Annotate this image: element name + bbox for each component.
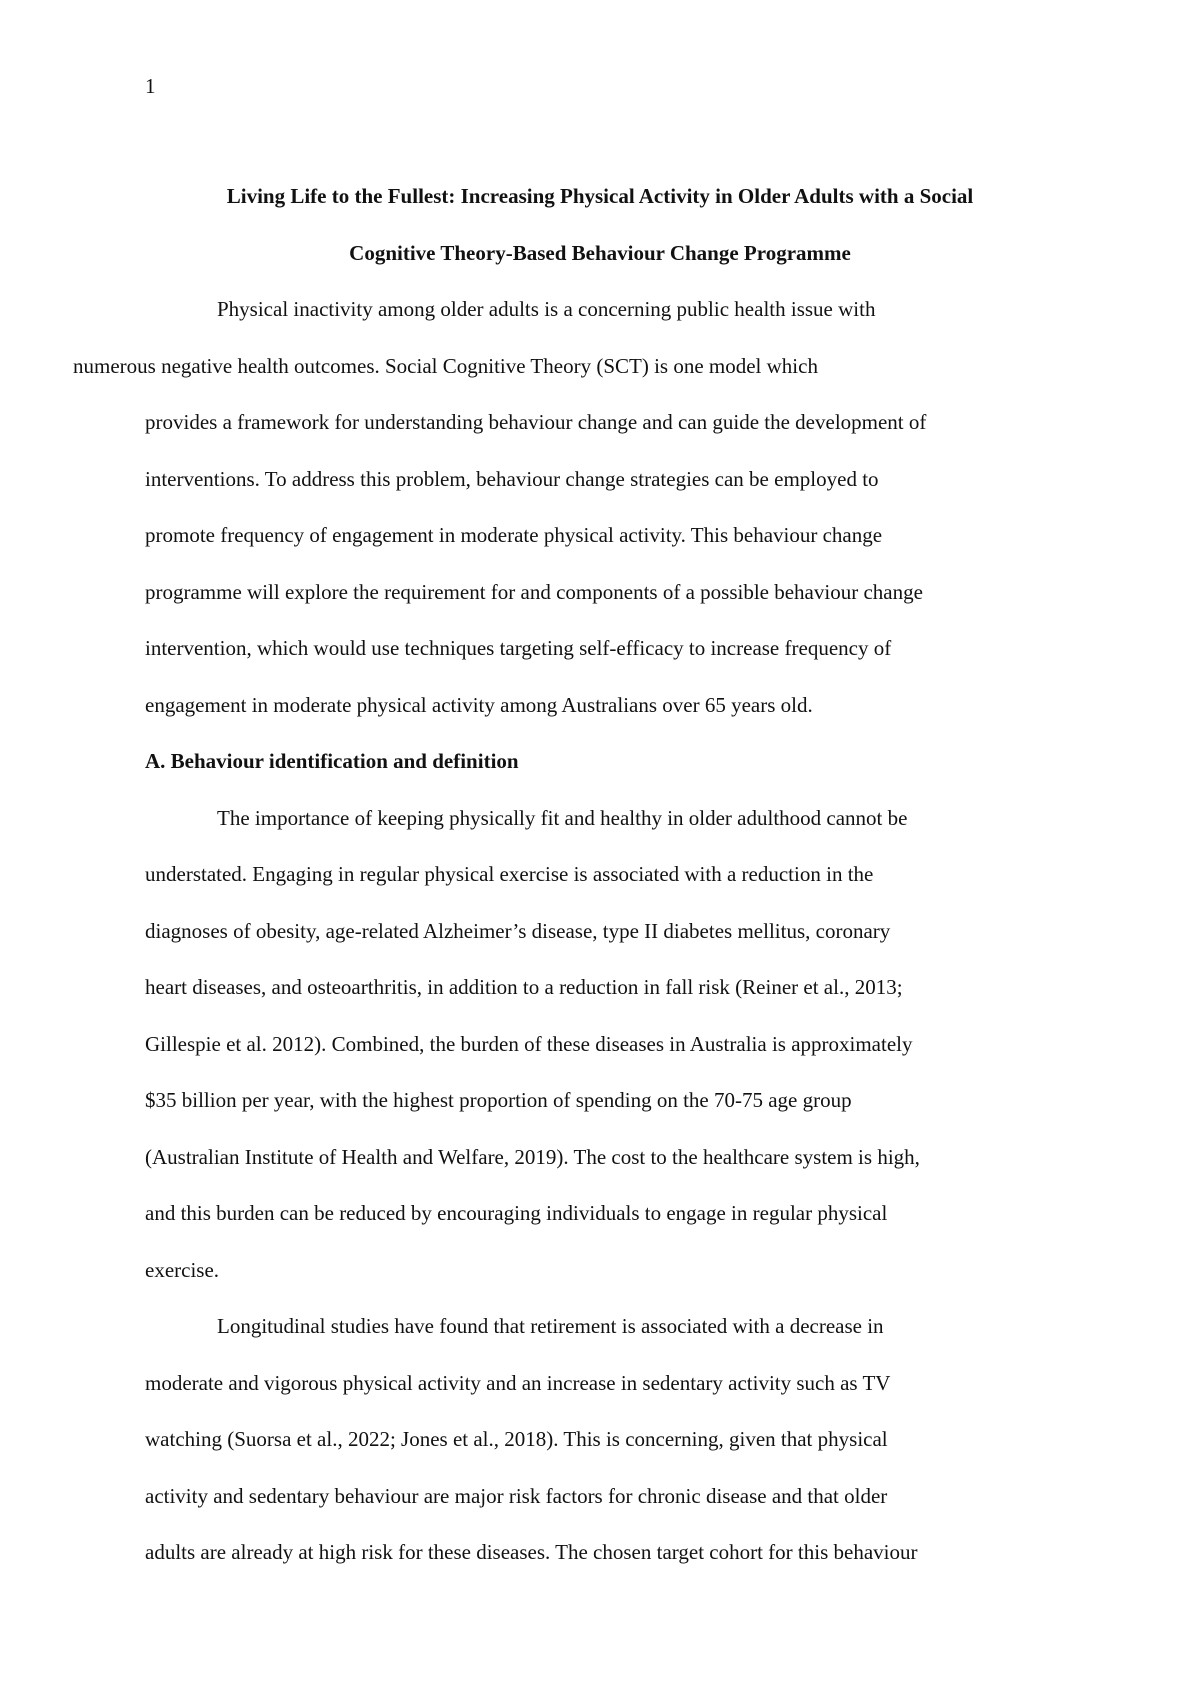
text-line: Physical inactivity among older adults is a concerning public health issue with: [217, 297, 876, 321]
text-line: watching (Suorsa et al., 2022; Jones et al., 2018). This is concerning, given that physical: [145, 1427, 888, 1451]
text-line: diagnoses of obesity, age-related Alzheimer’s disease, type II diabetes mellitus, coronary: [145, 918, 891, 943]
text-line: intervention, which would use techniques targeting self-efficacy to increase frequency of: [145, 636, 892, 660]
text-line: $35 billion per year, with the highest proportion of spending on the 70-75 age group: [145, 1088, 852, 1112]
text-line: numerous negative health outcomes. Social Cognitive Theory (SCT) is one model which: [73, 353, 818, 378]
text-line: provides a framework for understanding behaviour change and can guide the development of: [145, 410, 927, 434]
title-line: Living Life to the Fullest: Increasing Physical Activity in Older Adults with a Social: [226, 184, 974, 208]
text-line: adults are already at high risk for these diseases. The chosen target cohort for this behaviour: [145, 1540, 918, 1564]
text-line: engagement in moderate physical activity among Australians over 65 years old.: [145, 692, 813, 717]
text-line: interventions. To address this problem, behaviour change strategies can be employed to: [145, 466, 879, 491]
body-paragraph-1: [145, 790, 1055, 1299]
title-line: Cognitive Theory-Based Behaviour Change Programme: [349, 240, 851, 265]
document-title: [145, 168, 1055, 281]
text-line: promote frequency of engagement in moderate physical activity. This behaviour change: [145, 523, 883, 547]
text-line: heart diseases, and osteoarthritis, in addition to a reduction in fall risk (Reiner et al., 2013;: [145, 975, 903, 999]
text-line: and this burden can be reduced by encouraging individuals to engage in regular physical: [145, 1201, 888, 1225]
text-line: moderate and vigorous physical activity and an increase in sedentary activity such as TV: [145, 1370, 891, 1395]
document-body: [73, 168, 1055, 1581]
section-heading: A. Behaviour identification and definition: [145, 749, 519, 773]
text-line: understated. Engaging in regular physical exercise is associated with a reduction in the: [145, 862, 874, 886]
text-line: Gillespie et al. 2012). Combined, the burden of these diseases in Australia is approximately: [145, 1031, 913, 1056]
text-line: activity and sedentary behaviour are major risk factors for chronic disease and that older: [145, 1483, 888, 1508]
text-line: (Australian Institute of Health and Welfare, 2019). The cost to the healthcare system is high,: [145, 1144, 920, 1169]
text-line: exercise.: [145, 1257, 220, 1282]
text-line: Longitudinal studies have found that retirement is associated with a decrease in: [217, 1314, 884, 1338]
body-paragraph-2: [145, 1298, 1055, 1581]
page-number: 1: [145, 74, 156, 98]
intro-paragraph: [73, 281, 1055, 733]
text-line: The importance of keeping physically fit and healthy in older adulthood cannot be: [217, 805, 908, 830]
text-line: programme will explore the requirement for and components of a possible behaviour change: [145, 579, 923, 604]
